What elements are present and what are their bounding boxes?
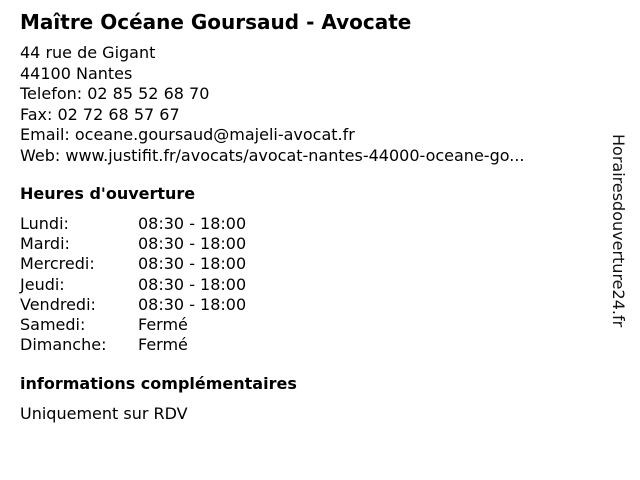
hours-row-friday: [20, 295, 246, 315]
day-label: Samedi:: [20, 315, 86, 335]
day-label: Dimanche:: [20, 335, 107, 355]
hours-row-thursday: [20, 275, 246, 295]
contact-block: [20, 43, 524, 166]
day-label: Mercredi:: [20, 254, 95, 274]
info-text: Uniquement sur RDV: [20, 404, 188, 423]
day-hours: 08:30 - 18:00: [138, 214, 247, 233]
day-hours: Fermé: [138, 335, 188, 355]
hours-row-monday: [20, 214, 246, 234]
page-title: Maître Océane Goursaud - Avocate: [20, 10, 412, 34]
hours-row-saturday: [20, 315, 246, 335]
day-hours: 08:30 - 18:00: [138, 294, 247, 314]
hours-row-wednesday: [20, 254, 246, 274]
day-label: Mardi:: [20, 234, 70, 254]
email-address: Email: oceane.goursaud@majeli-avocat.fr: [20, 125, 355, 144]
address-street: 44 rue de Gigant: [20, 43, 156, 62]
fax-number: Fax: 02 72 68 57 67: [20, 104, 180, 124]
hours-table: [20, 214, 246, 355]
hours-heading: Heures d'ouverture: [20, 184, 196, 203]
hours-row-sunday: [20, 335, 246, 355]
day-label: Vendredi:: [20, 294, 96, 314]
day-label: Lundi:: [20, 214, 69, 233]
day-hours: Fermé: [138, 315, 188, 335]
day-label: Jeudi:: [20, 274, 65, 294]
website-url: Web: www.justifit.fr/avocats/avocat-nantes-44000-oceane-go...: [20, 145, 525, 165]
site-watermark: Horairesdouverture24.fr: [609, 134, 628, 328]
phone-number: Telefon: 02 85 52 68 70: [20, 84, 210, 103]
hours-row-tuesday: [20, 234, 246, 254]
day-hours: 08:30 - 18:00: [138, 234, 247, 254]
day-hours: 08:30 - 18:00: [138, 254, 247, 274]
info-heading: informations complémentaires: [20, 374, 297, 393]
day-hours: 08:30 - 18:00: [138, 274, 247, 294]
address-city: 44100 Nantes: [20, 63, 133, 83]
